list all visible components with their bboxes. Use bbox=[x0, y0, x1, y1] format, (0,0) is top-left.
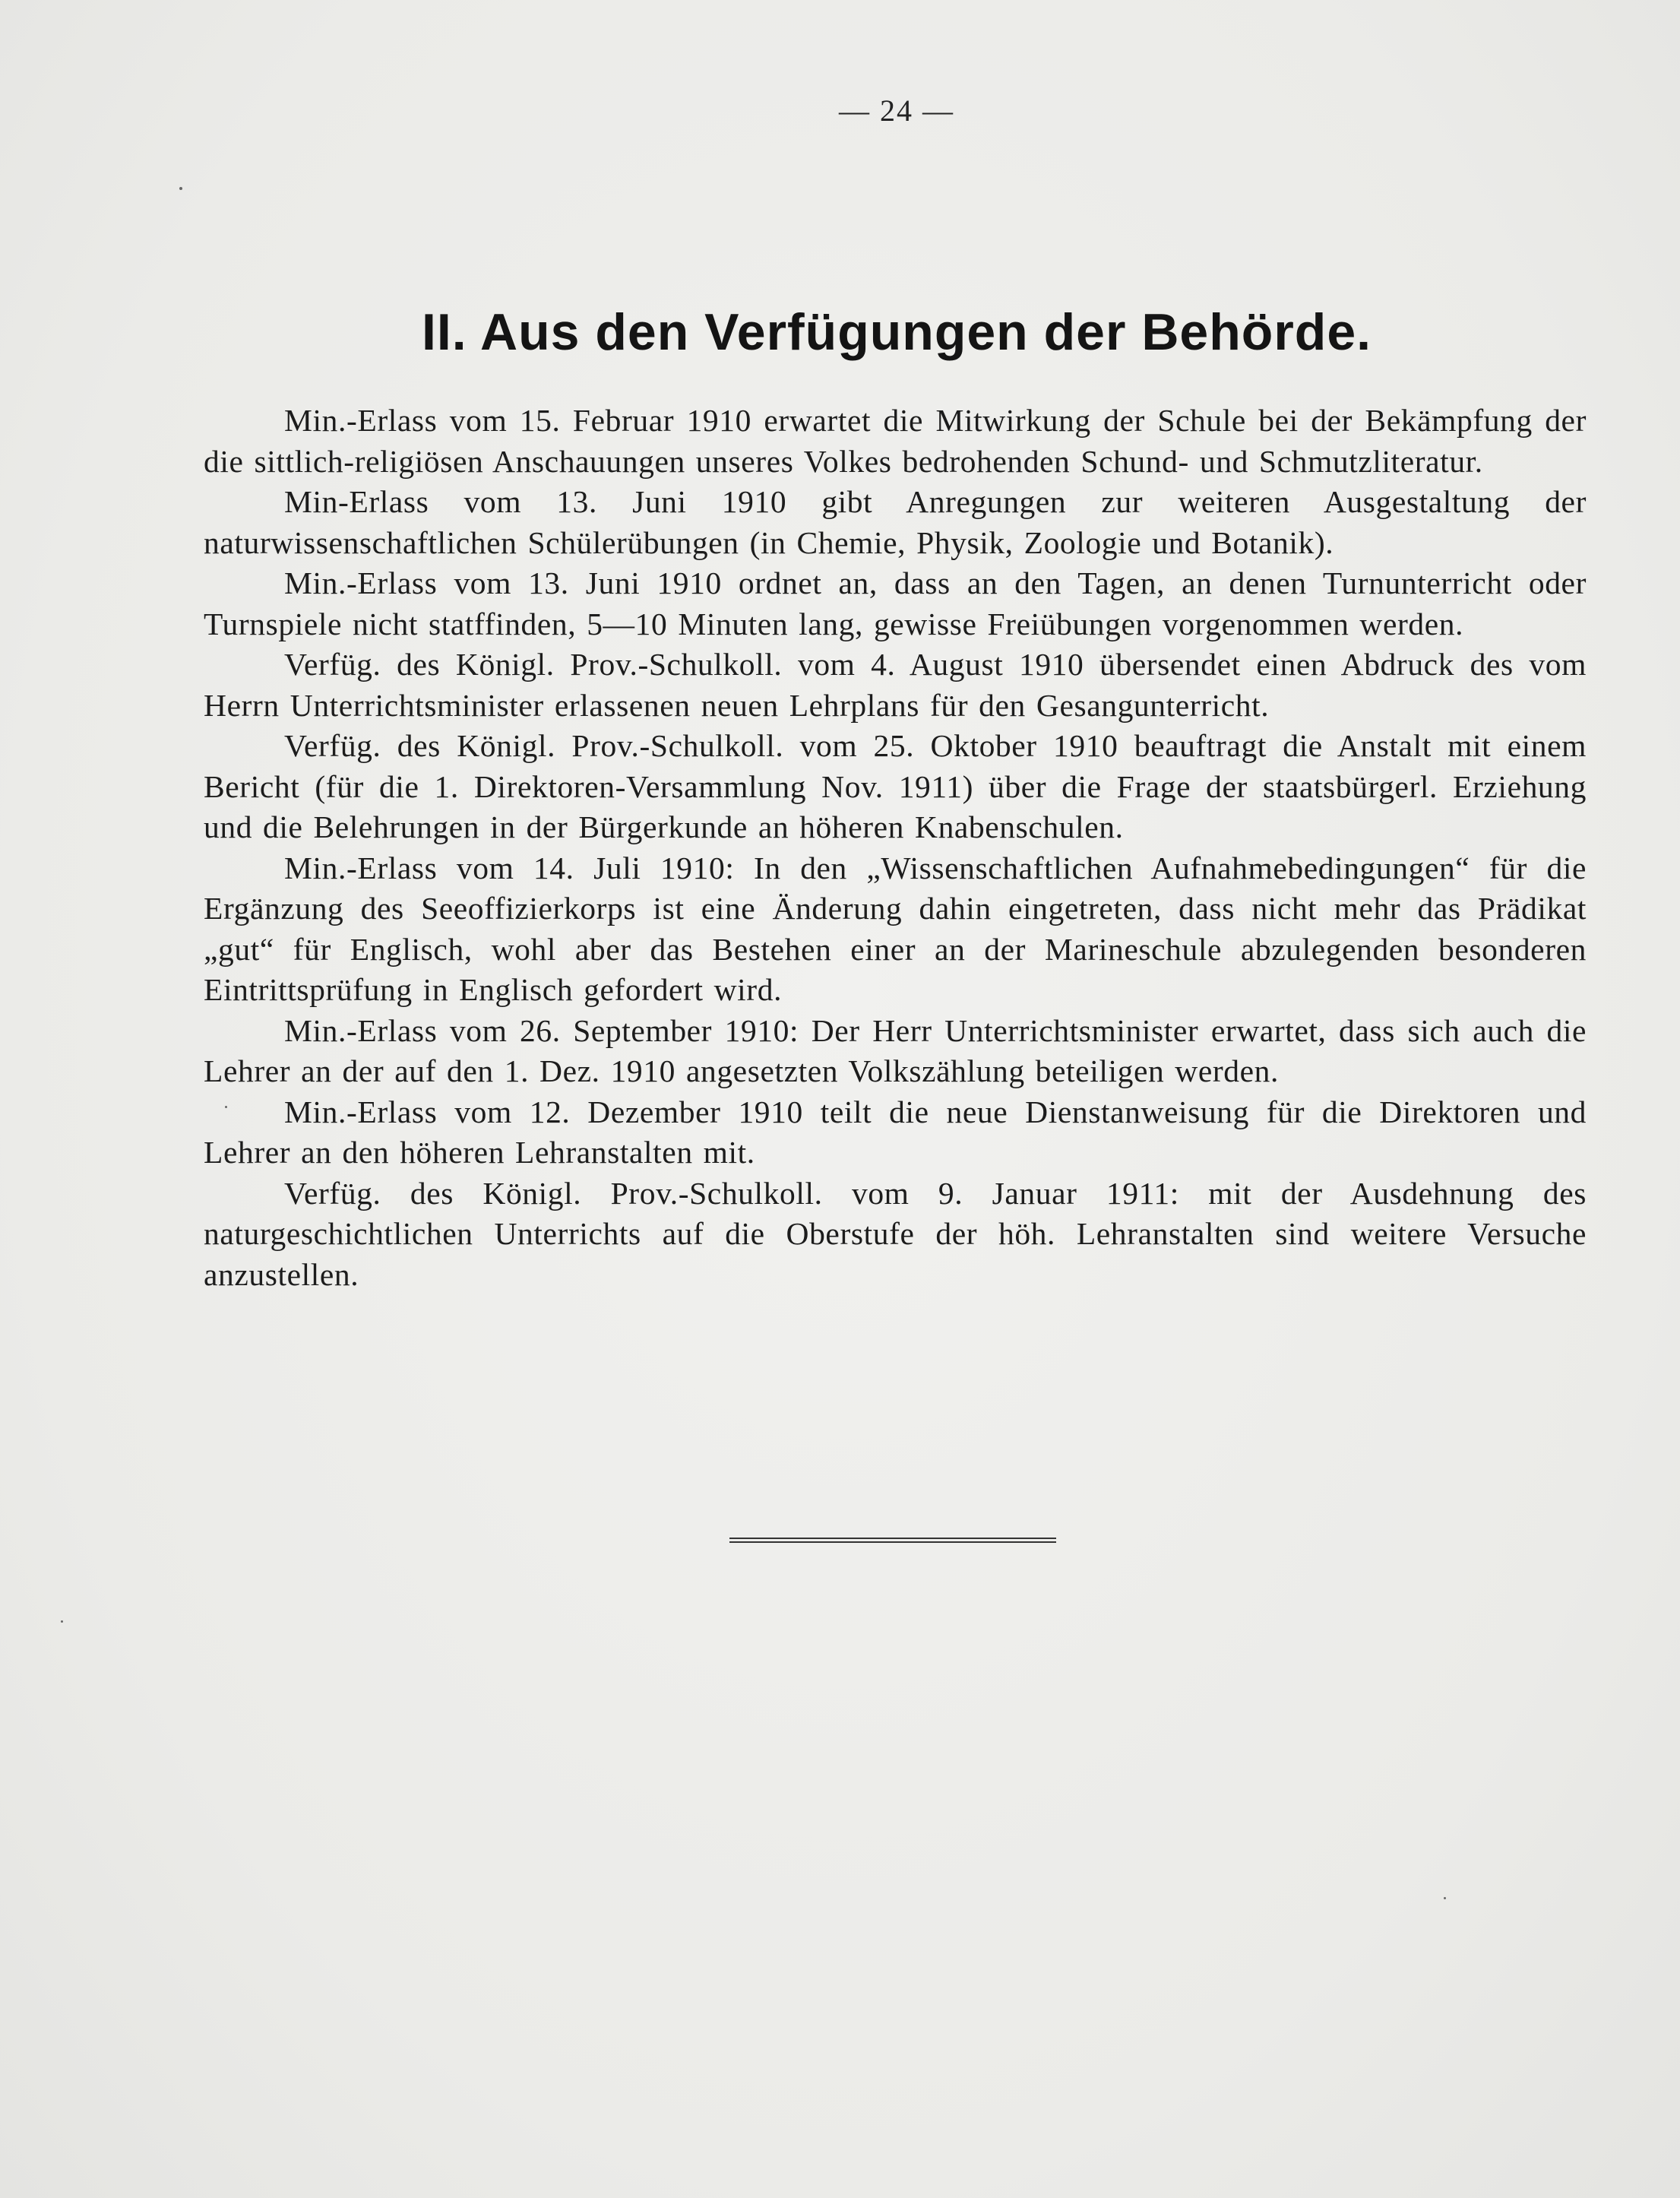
paragraph: Min.-Erlass vom 12. Dezember 1910 teilt die neue Dienstanweisung für die Direktoren und Lehrer an den höheren Lehranstalten mit. bbox=[204, 1094, 1587, 1170]
section-heading: II. Aus den Verfügungen der Behörde. bbox=[421, 303, 1372, 361]
paragraph: Verfüg. des Königl. Prov.-Schulkoll. vom 4. August 1910 übersendet einen Abdruck des vom Herrn Unterrichtsminister erlassenen neuen Lehrplans für den Gesangunterricht. bbox=[204, 647, 1587, 723]
body-text bbox=[204, 401, 1587, 1295]
paper-speck bbox=[179, 187, 182, 190]
paper-speck bbox=[61, 1620, 63, 1623]
paragraph: Verfüg. des Königl. Prov.-Schulkoll. vom 25. Oktober 1910 beauftragt die Anstalt mit einem Bericht (für die 1. Direktoren-Versammlung Nov. 1911) über die Frage der staatsbürgerl. Erziehung und die Belehrungen in der Bürgerkunde an höheren Knabenschulen. bbox=[204, 728, 1587, 844]
paragraph: Min.-Erlass vom 14. Juli 1910: In den „Wissenschaftlichen Aufnahmebedingungen“ für die Ergänzung des Seeoffizierkorps ist eine Änderung dahin eingetreten, dass nicht mehr das Prädikat „gut“ für Englisch, wohl aber das Bestehen einer an der Marineschule abzulegenden besonderen Eintrittsprüfung in Englisch gefordert wird. bbox=[204, 850, 1587, 1007]
paragraph: Min.-Erlass vom 26. September 1910: Der Herr Unterrichtsminister erwartet, dass sich auch die Lehrer an der auf den 1. Dez. 1910 angesetzten Volkszählung beteiligen werden. bbox=[204, 1012, 1587, 1088]
paragraph: Min.-Erlass vom 15. Februar 1910 erwartet die Mitwirkung der Schule bei der Bekämpfung der die sittlich-religiösen Anschauungen unseres Volkes bedrohenden Schund- und Schmutzliteratur. bbox=[204, 403, 1587, 479]
rule-line-bottom bbox=[729, 1541, 1056, 1543]
rule-line-top bbox=[729, 1538, 1056, 1539]
paragraph: Verfüg. des Königl. Prov.-Schulkoll. vom 9. Januar 1911: mit der Ausdehnung des naturgeschichtlichen Unterrichts auf die Oberstufe der höh. Lehranstalten sind weitere Versuche anzustellen. bbox=[204, 1175, 1587, 1292]
paragraph: Min.-Erlass vom 13. Juni 1910 ordnet an, dass an den Tagen, an denen Turnunterricht oder Turnspiele nicht statffinden, 5—10 Minuten lang, gewisse Freiübungen vorgenommen werden. bbox=[204, 565, 1587, 641]
section-end-double-rule bbox=[729, 1538, 1056, 1543]
paper-speck bbox=[1444, 1897, 1446, 1899]
paper-speck bbox=[225, 1106, 227, 1108]
page-number: — 24 — bbox=[839, 93, 954, 128]
paragraph: Min-Erlass vom 13. Juni 1910 gibt Anregungen zur weiteren Ausgestaltung der naturwissenschaftlichen Schülerübungen (in Chemie, Physik, Zoologie und Botanik). bbox=[204, 484, 1587, 560]
